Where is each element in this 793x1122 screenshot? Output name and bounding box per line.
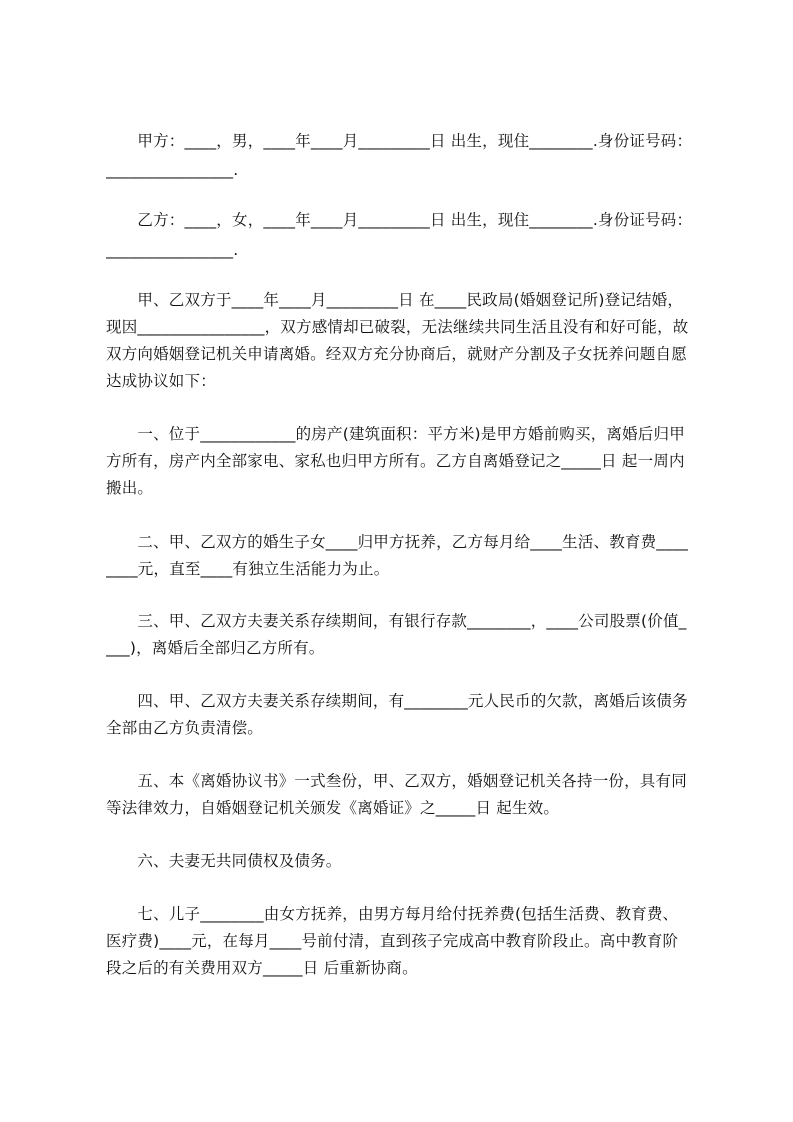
clause-6-line-1: 六、夫妻无共同债权及债务。 <box>106 852 342 870</box>
clause-7-line-2: 医疗费)____元，在每月____号前付清，直到孩子完成高中教育阶段止。高中教育阶 <box>106 932 679 950</box>
party-a-line-2: ________________. <box>106 161 239 179</box>
clause-4-line-1: 四、甲、乙双方夫妻关系存续期间，有________元人民币的欠款，离婚后该债务 <box>106 692 688 710</box>
clause-3-line-2: ___)，离婚后全部归乙方所有。 <box>106 639 325 657</box>
clause-4-line-2: 全部由乙方负责清偿。 <box>106 719 264 737</box>
party-b-line-2: ________________. <box>106 241 239 259</box>
clause-7-line-3: 段之后的有关费用双方_____日 后重新协商。 <box>106 959 418 977</box>
clause-7-line-1: 七、儿子________由女方抚养，由男方每月给付抚养费(包括生活费、教育费、 <box>106 905 679 923</box>
party-b-line-1: 乙方：____，女，____年____月_________日 出生，现住________.身份证号码： <box>106 211 693 229</box>
clause-2-line-1: 二、甲、乙双方的婚生子女____归甲方抚养，乙方每月给____生活、教育费____ <box>106 533 689 551</box>
clause-3-line-1: 三、甲、乙双方夫妻关系存续期间，有银行存款________，____公司股票(价值_ <box>106 612 687 630</box>
intro-line-3: 双方向婚姻登记机关申请离婚。经双方充分协商后，就财产分割及子女抚养问题自愿 <box>106 345 687 363</box>
clause-5-line-2: 等法律效力，自婚姻登记机关颁发《离婚证》之_____日 起生效。 <box>106 799 560 817</box>
clause-5-line-1: 五、本《离婚协议书》一式叁份，甲、乙双方，婚姻登记机关各持一份，具有同 <box>106 772 687 790</box>
intro-line-2: 现因________________，双方感情却已破裂，无法继续共同生活且没有和好可能，故 <box>106 318 689 336</box>
party-a-line-1: 甲方：____，男，____年____月_________日 出生，现住________.身份证号码： <box>106 132 693 150</box>
clause-1-line-3: 搬出。 <box>106 479 154 497</box>
intro-line-1: 甲、乙双方于____年____月_________日 在____民政局(婚姻登记所)登记结婚， <box>106 291 684 309</box>
intro-line-4: 达成协议如下： <box>106 372 216 390</box>
clause-2-line-2: ____元，直至____有独立生活能力为止。 <box>106 560 390 578</box>
clause-1-line-1: 一、位于____________的房产(建筑面积：平方米)是甲方婚前购买，离婚后归甲 <box>106 425 685 443</box>
clause-1-line-2: 方所有，房产内全部家电、家私也归甲方所有。乙方自离婚登记之_____日 起一周内 <box>106 452 685 470</box>
